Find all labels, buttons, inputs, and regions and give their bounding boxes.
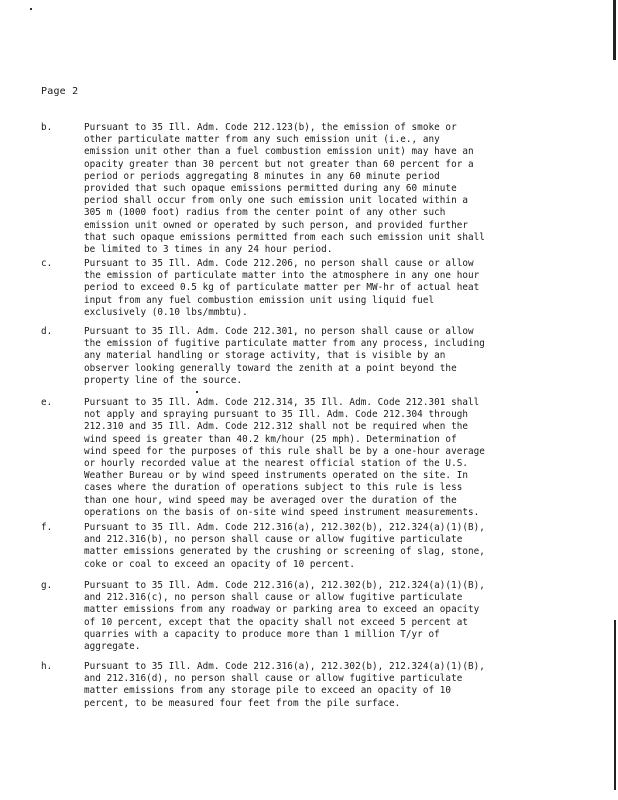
paragraph-letter: f. bbox=[41, 522, 53, 533]
scan-edge-mark bbox=[614, 620, 616, 790]
paragraph-letter: c. bbox=[41, 258, 53, 269]
scan-speck bbox=[196, 391, 198, 393]
paragraph-text: Pursuant to 35 Ill. Adm. Code 212.316(a), 212.302(b), 212.324(a)(1)(B), and 212.316(b), no person shall cause or allow fugitive particulate matter emissions generated by the crushing or screening of slag, stone, coke or coal to exceed an opacity of 10 percent. bbox=[84, 522, 485, 570]
paragraph-text: Pursuant to 35 Ill. Adm. Code 212.316(a), 212.302(b), 212.324(a)(1)(B), and 212.316(d), no person shall cause or allow fugitive particulate matter emissions from any storage pile to exceed an opacity of 10 percent, to be measured four feet from the pile surface. bbox=[84, 661, 485, 709]
paragraph-text: Pursuant to 35 Ill. Adm. Code 212.301, no person shall cause or allow the emission of fugitive particulate matter from any process, including any material handling or storage activity, that is visible by an observer looking generally toward the zenith at a point beyond the property line of the source. bbox=[84, 326, 485, 386]
paragraph-d bbox=[41, 326, 521, 387]
paragraph-letter: h. bbox=[41, 661, 53, 672]
paragraph-c bbox=[41, 258, 521, 319]
paragraph-letter: d. bbox=[41, 326, 53, 337]
paragraph-f bbox=[41, 522, 521, 571]
scan-speck bbox=[30, 8, 32, 10]
scan-edge-mark bbox=[613, 0, 616, 60]
paragraph-text: Pursuant to 35 Ill. Adm. Code 212.316(a), 212.302(b), 212.324(a)(1)(B), and 212.316(c), no person shall cause or allow fugitive particulate matter emissions from any roadway or parking area to exceed an opacity of 10 percent, except that the opacity shall not exceed 5 percent at quarries with a capacity to produce more than 1 million T/yr of aggregate. bbox=[84, 580, 485, 653]
paragraph-letter: e. bbox=[41, 397, 53, 408]
paragraph-g bbox=[41, 580, 521, 653]
paragraph-text: Pursuant to 35 Ill. Adm. Code 212.314, 35 Ill. Adm. Code 212.301 shall not apply and spraying pursuant to 35 Ill. Adm. Code 212.304 through 212.310 and 35 Ill. Adm. Code 212.312 shall not be required when the wind speed is greater than 40.2 km/hour (25 mph). Determination of wind speed for the purposes of this rule shall be by a one-hour average or hourly recorded value at the nearest official station of the U.S. Weather Bureau or by wind speed instruments operated on the site. In cases where the duration of operations subject to this rule is less than one hour, wind speed may be averaged over the duration of the operations on the basis of on-site wind speed instrument measurements. bbox=[84, 397, 485, 518]
paragraph-h bbox=[41, 661, 521, 710]
page-number: Page 2 bbox=[41, 86, 79, 97]
paragraph-text: Pursuant to 35 Ill. Adm. Code 212.206, no person shall cause or allow the emission of particulate matter into the atmosphere in any one hour period to exceed 0.5 kg of particulate matter per MW-hr of actual heat input from any fuel combustion emission unit using liquid fuel exclusively (0.10 lbs/mmbtu). bbox=[84, 258, 480, 318]
paragraph-letter: g. bbox=[41, 580, 53, 591]
paragraph-letter: b. bbox=[41, 122, 53, 133]
paragraph-b bbox=[41, 122, 521, 256]
paragraph-text: Pursuant to 35 Ill. Adm. Code 212.123(b), the emission of smoke or other particulate matter from any such emission unit (i.e., any emission unit other than a fuel combustion emission unit) may have an opacity greater than 30 percent but not greater than 60 percent for a period or periods aggregating 8 minutes in any 60 minute period provided that such opaque emissions permitted during any 60 minute period shall occur from only one such emission unit located within a 305 m (1000 foot) radius from the center point of any other such emission unit owned or operated by such person, and provided further that such opaque emissions permitted from each such emission unit shall be limited to 3 times in any 24 hour period. bbox=[84, 122, 485, 256]
paragraph-e bbox=[41, 397, 521, 519]
